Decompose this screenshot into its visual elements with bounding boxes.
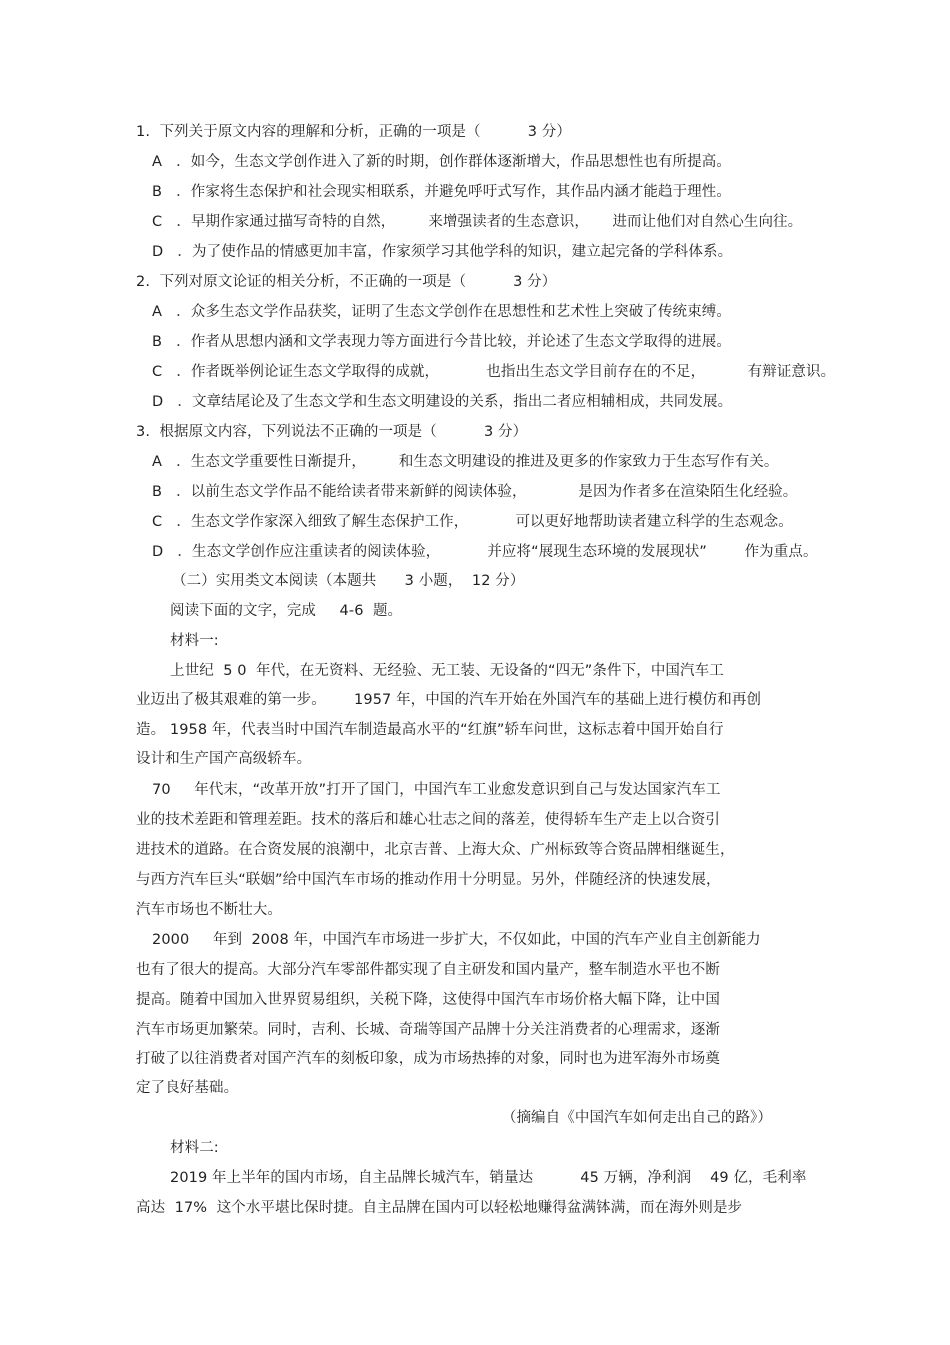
material-1-para-3-line: 打破了以往消费者对国产汽车的刻板印象，成为市场热捧的对象，同时也为进军海外市场奠	[136, 1051, 720, 1067]
question-3-option-b: B ．以前生态文学作品不能给读者带来新鲜的阅读体验， 是因为作者多在渲染陌生化经验。	[152, 484, 798, 500]
material-1-para-1-line: 造。 1958 年，代表当时中国汽车制造最高水平的“红旗”轿车问世，这标志着中国开始自行	[136, 722, 724, 738]
material-1-para-3-line: 2000 年到 2008 年，中国汽车市场进一步扩大，不仅如此，中国的汽车产业自主创新能力	[152, 932, 761, 948]
material-1-para-3-line: 汽车市场更加繁荣。同时，吉利、长城、奇瑞等国产品牌十分关注消费者的心理需求，逐渐	[136, 1022, 720, 1038]
material-1-para-2-line: 进技术的道路。在合资发展的浪潮中，北京吉普、上海大众、广州标致等合资品牌相继诞生，	[136, 842, 735, 858]
material-1-para-3-line: 定了良好基础。	[136, 1080, 239, 1096]
material-1-para-2-line: 汽车市场也不断壮大。	[136, 902, 282, 918]
question-1-option-c: C ．早期作家通过描写奇特的自然， 来增强读者的生态意识， 进而让他们对自然心生向往。	[152, 214, 803, 230]
question-3-option-a: A ．生态文学重要性日渐提升， 和生态文明建设的推进及更多的作家致力于生态写作有关。	[152, 454, 779, 470]
question-1-option-b: B ．作家将生态保护和社会现实相联系，并避免呼吁式写作，其作品内涵才能趋于理性。	[152, 184, 731, 200]
question-2-option-d: D ．文章结尾论及了生态文学和生态文明建设的关系，指出二者应相辅相成，共同发展。	[152, 394, 733, 410]
material-1-para-2-line: 业的技术差距和管理差距。技术的落后和雄心壮志之间的落差，使得轿车生产走上以合资引	[136, 812, 720, 828]
material-1-para-2-line: 与西方汽车巨头“联姻”给中国汽车市场的推动作用十分明显。另外，伴随经济的快速发展，	[136, 872, 721, 888]
question-1-option-a: A ．如今，生态文学创作进入了新的时期，创作群体逐渐增大，作品思想性也有所提高。	[152, 154, 731, 170]
material-2-para-1-line: 高达 17% 这个水平堪比保时捷。自主品牌在国内可以轻松地赚得盆满钵满，而在海外则是步	[136, 1200, 743, 1216]
material-1-para-1-line: 设计和生产国产高级轿车。	[136, 751, 312, 767]
question-2-option-a: A ．众多生态文学作品获奖，证明了生态文学创作在思想性和艺术性上突破了传统束缚。	[152, 304, 731, 320]
material-1-para-2-line: 70 年代末，“改革开放”打开了国门，中国汽车工业愈发意识到自己与发达国家汽车工	[152, 782, 721, 798]
material-1-para-1-line: 上世纪 5 0 年代，在无资料、无经验、无工装、无设备的“四无”条件下，中国汽车工	[170, 663, 724, 679]
section-heading: （二）实用类文本阅读（本题共 3 小题， 12 分）	[172, 573, 525, 589]
material-2-para-1-line: 2019 年上半年的国内市场，自主品牌长城汽车，销量达 45 万辆，净利润 49 亿，毛利率	[170, 1170, 807, 1186]
material-1-para-3-line: 提高。随着中国加入世界贸易组织，关税下降，这使得中国汽车市场价格大幅下降，让中国	[136, 992, 720, 1008]
material-1-source: （摘编自《中国汽车如何走出自己的路》）	[501, 1110, 772, 1126]
question-2-option-c: C ．作者既举例论证生态文学取得的成就， 也指出生态文学目前存在的不足， 有辩证意识。	[152, 364, 836, 380]
material-1-para-1-line: 业迈出了极其艰难的第一步。 1957 年，中国的汽车开始在外国汽车的基础上进行模仿和再创	[136, 692, 762, 708]
section-instruction: 阅读下面的文字，完成 4-6 题。	[170, 603, 403, 619]
material-1-para-3-line: 也有了很大的提高。大部分汽车零部件都实现了自主研发和国内量产，整车制造水平也不断	[136, 962, 720, 978]
question-2-stem: 2. 下列对原文论证的相关分析，不正确的一项是（ 3 分）	[136, 274, 557, 290]
material-2-label: 材料二:	[170, 1140, 219, 1156]
question-2-option-b: B ．作者从思想内涵和文学表现力等方面进行今昔比较，并论述了生态文学取得的进展。	[152, 334, 731, 350]
material-1-label: 材料一:	[170, 633, 219, 649]
question-3-option-d: D ．生态文学创作应注重读者的阅读体验， 并应将“展现生态环境的发展现状” 作为重点。	[152, 544, 818, 560]
question-3-stem: 3. 根据原文内容，下列说法不正确的一项是（ 3 分）	[136, 424, 528, 440]
question-1-stem: 1. 下列关于原文内容的理解和分析，正确的一项是（ 3 分）	[136, 124, 571, 140]
question-3-option-c: C ．生态文学作家深入细致了解生态保护工作， 可以更好地帮助读者建立科学的生态观念。	[152, 514, 793, 530]
question-1-option-d: D ．为了使作品的情感更加丰富，作家须学习其他学科的知识，建立起完备的学科体系。	[152, 244, 733, 260]
